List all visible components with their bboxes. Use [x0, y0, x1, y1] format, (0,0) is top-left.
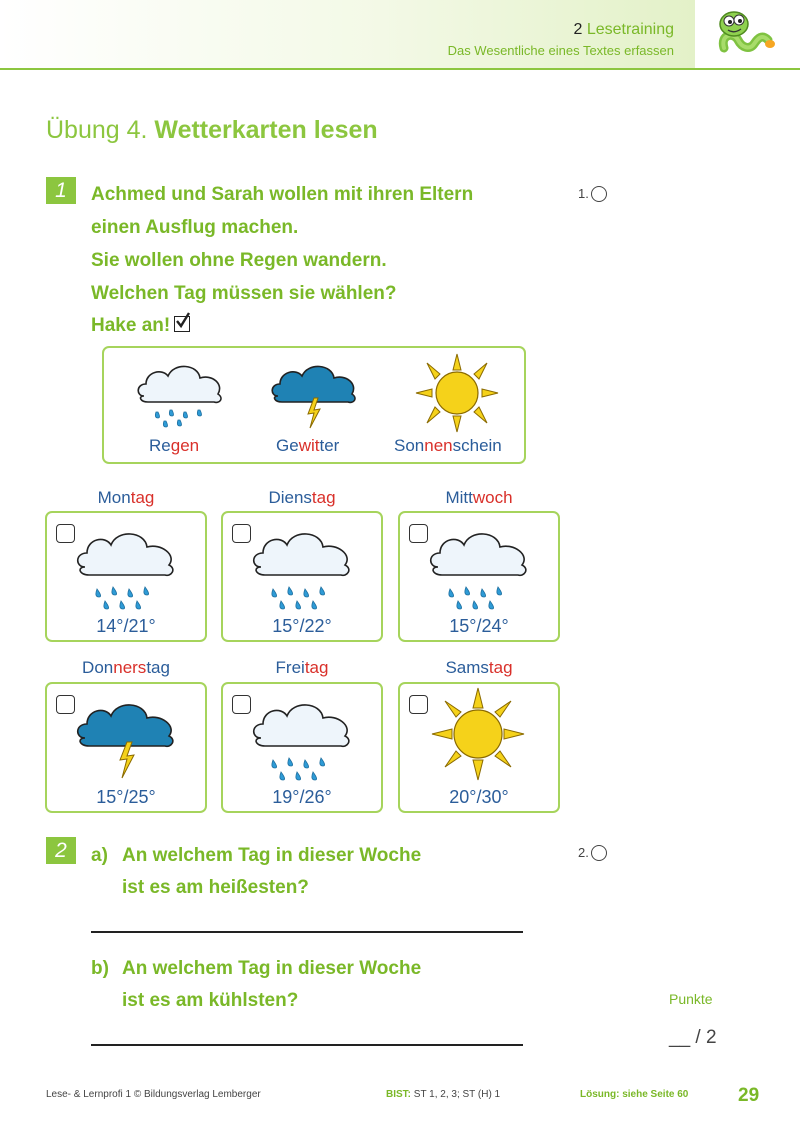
- legend-label-gewitter: Gewitter: [276, 436, 340, 455]
- day-card-samstag: [398, 682, 560, 813]
- task-2b-label: b): [91, 958, 109, 979]
- rain-cloud-icon: [249, 521, 361, 613]
- day-label-donnerstag: Donnerstag: [82, 658, 170, 677]
- day-temp-dienstag: 15°/22°: [272, 616, 332, 636]
- day-label-mittwoch: Mittwoch: [445, 488, 513, 507]
- day-temp-donnerstag: 15°/25°: [96, 787, 156, 807]
- day-label-freitag: Freitag: [275, 658, 329, 677]
- task-1-line-1: Achmed und Sarah wollen mit ihren Eltern: [91, 184, 474, 205]
- task-2-score-label: 2.: [578, 845, 589, 860]
- task-2a-line-2: ist es am heißesten?: [122, 877, 309, 898]
- task-1-instruction: Hake an!: [91, 315, 171, 336]
- day-temp-freitag: 19°/26°: [272, 787, 332, 807]
- rain-cloud-icon: [426, 521, 538, 613]
- footer-bist-label: BIST:: [386, 1089, 411, 1100]
- day-temp-mittwoch: 15°/24°: [449, 616, 509, 636]
- task-1-number: 1: [46, 177, 76, 204]
- header-divider: [0, 68, 800, 70]
- day-card-freitag: [221, 682, 383, 813]
- day-card-dienstag: [221, 511, 383, 642]
- day-temp-montag: 14°/21°: [96, 616, 156, 636]
- points-label: Punkte: [669, 991, 713, 1007]
- day-label-samstag: Samstag: [445, 658, 513, 677]
- title-prefix: Übung 4.: [46, 116, 155, 144]
- task-1-line-3: Sie wollen ohne Regen wandern.: [91, 250, 387, 271]
- footer-solution: Lösung: siehe Seite 60: [580, 1089, 689, 1100]
- rain-cloud-icon: [249, 692, 361, 784]
- chapter-subtitle: Das Wesentliche eines Textes erfassen: [447, 43, 674, 58]
- task-1-line-2: einen Ausflug machen.: [91, 217, 299, 238]
- weather-legend: [102, 346, 526, 464]
- footer-standards: [386, 1089, 500, 1100]
- day-card-montag: [45, 511, 207, 642]
- chapter-heading: [573, 21, 674, 39]
- rain-cloud-icon: [134, 354, 230, 430]
- task-1-line-4: Welchen Tag müssen sie wählen?: [91, 283, 397, 304]
- page-title: [46, 116, 378, 145]
- points-value: __ / 2: [669, 1027, 717, 1048]
- task-1-score-label: 1.: [578, 186, 589, 201]
- chapter-number: 2: [573, 21, 583, 38]
- task-1-line-5: [91, 315, 190, 337]
- checkmark-box-icon: [174, 316, 190, 332]
- sun-icon: [430, 686, 526, 782]
- thunderstorm-icon: [73, 692, 185, 784]
- day-temp-samstag: 20°/30°: [449, 787, 509, 807]
- day-card-mittwoch: [398, 511, 560, 642]
- task-2-score: [578, 845, 607, 861]
- task-2-score-circle[interactable]: [591, 845, 607, 861]
- task-2b-line-1: An welchem Tag in dieser Woche: [122, 958, 422, 979]
- task-1-score-circle[interactable]: [591, 186, 607, 202]
- day-label-dienstag: Dienstag: [268, 488, 336, 507]
- thunderstorm-icon: [268, 354, 364, 430]
- day-card-donnerstag: [45, 682, 207, 813]
- day-checkbox-samstag[interactable]: [409, 695, 428, 714]
- worm-mascot-icon: [712, 4, 780, 66]
- task-2b-line-2: ist es am kühlsten?: [122, 990, 299, 1011]
- legend-label-regen: Regen: [149, 436, 200, 455]
- footer-bist-value: ST 1, 2, 3; ST (H) 1: [413, 1089, 501, 1100]
- task-1-score: [578, 186, 607, 202]
- footer-copyright: Lese- & Lernprofi 1 © Bildungsverlag Lemberger: [46, 1089, 261, 1100]
- chapter-title: Lesetraining: [586, 21, 674, 38]
- legend-label-sonnenschein: Sonnenschein: [394, 436, 502, 455]
- task-2-number: 2: [46, 837, 76, 864]
- answer-line-b[interactable]: [91, 1044, 523, 1046]
- rain-cloud-icon: [73, 521, 185, 613]
- task-2a-label: a): [91, 845, 108, 866]
- answer-line-a[interactable]: [91, 931, 523, 933]
- task-2a-line-1: An welchem Tag in dieser Woche: [122, 845, 422, 866]
- day-label-montag: Montag: [97, 488, 155, 507]
- page-number: 29: [738, 1085, 760, 1106]
- sun-icon: [414, 352, 500, 434]
- title-main: Wetterkarten lesen: [154, 116, 378, 144]
